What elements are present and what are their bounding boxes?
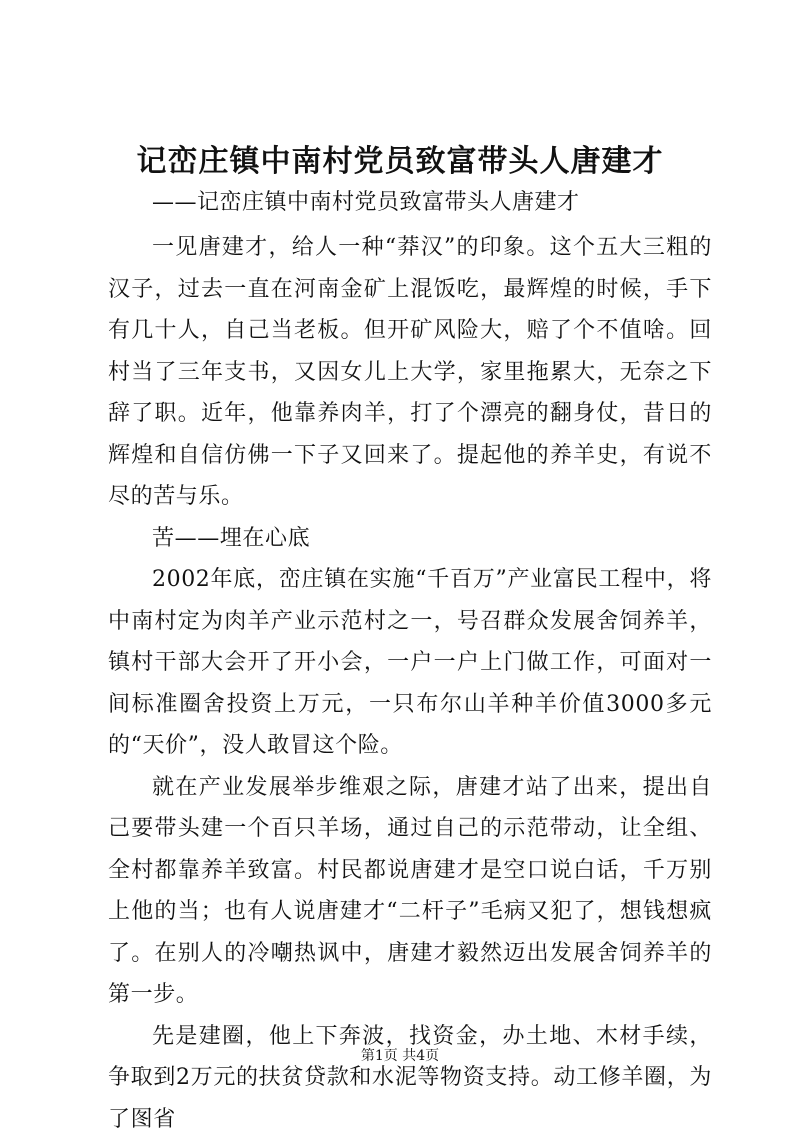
document-title: 记峦庄镇中南村党员致富带头人唐建才 — [0, 142, 800, 182]
page-number-footer: 第1页 共4页 — [0, 1046, 800, 1066]
paragraph: 一见唐建才，给人一种“莽汉”的印象。这个五大三粗的汉子，过去一直在河南金矿上混饭吃，最辉煌的时候，手下有几十人，自己当老板。但开矿风险大，赔了个不值啥。回村当了三年支书，又因女儿上大学，家里拖累大，无奈之下辞了职。近年，他靠养肉羊，打了个漂亮的翻身仗，昔日的辉煌和自信仿佛一下子又回来了。提起他的养羊史，有说不尽的苦与乐。 — [108, 227, 712, 518]
paragraph: 就在产业发展举步维艰之际，唐建才站了出来，提出自己要带头建一个百只羊场，通过自己的示范带动，让全组、全村都靠养羊致富。村民都说唐建才是空口说白话，千万别上他的当；也有人说唐建才“二杆子”毛病又犯了，想钱想疯了。在别人的冷嘲热讽中，唐建才毅然迈出发展舍饲养羊的第一步。 — [108, 767, 712, 1016]
paragraph: 先是建圈，他上下奔波，找资金，办土地、木材手续，争取到2万元的扶贫贷款和水泥等物资支持。动工修羊圈，为了图省 — [108, 1016, 712, 1140]
paragraph: 2002年底，峦庄镇在实施“千百万”产业富民工程中，将中南村定为肉羊产业示范村之一，号召群众发展舍饲养羊，镇村干部大会开了开小会，一户一户上门做工作，可面对一间标准圈舍投资上万元，一只布尔山羊种羊价值3000多元的“天价”，没人敢冒这个险。 — [108, 559, 712, 767]
section-heading: 苦——埋在心底 — [108, 518, 712, 560]
document-body — [108, 227, 712, 1140]
document-subtitle: ——记峦庄镇中南村党员致富带头人唐建才 — [152, 188, 580, 218]
